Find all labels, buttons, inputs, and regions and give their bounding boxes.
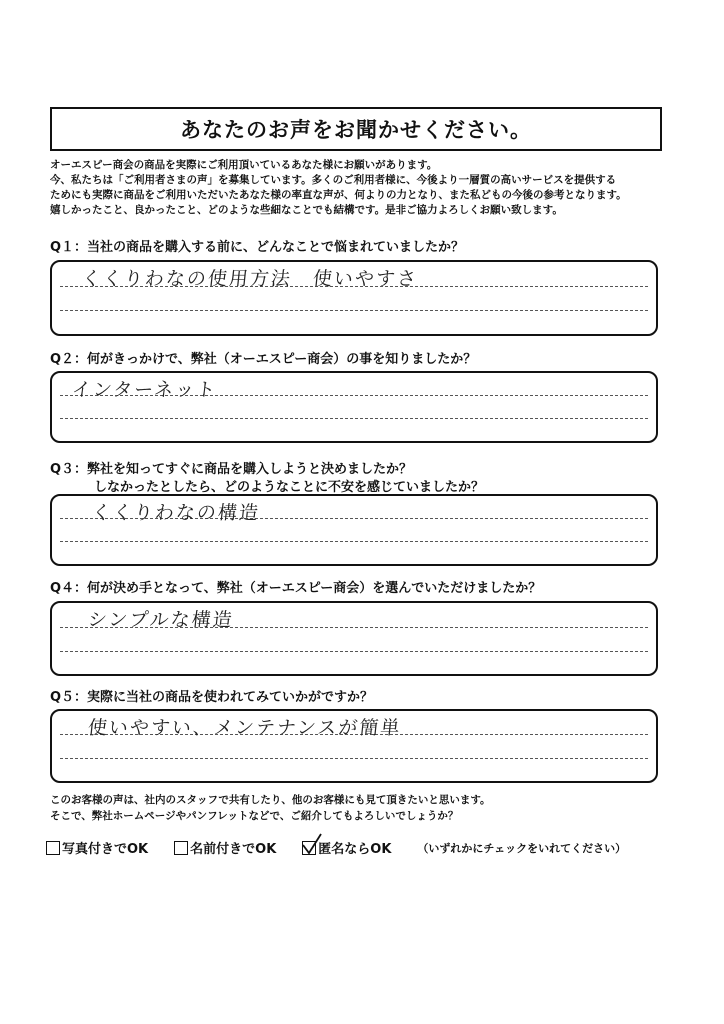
answer-box-4[interactable] (50, 601, 658, 676)
handwritten-answer-1: くくりわなの使用方法 使いやすさ (80, 268, 420, 290)
handwritten-answer-3: くくりわなの構造 (90, 502, 262, 524)
footer-line: このお客様の声は、社内のスタッフで共有したり、他のお客様にも見て頂きたいと思います。 (50, 794, 491, 806)
answer-box-1[interactable] (50, 260, 658, 336)
footer-text (50, 792, 490, 824)
answer-box-3[interactable] (50, 494, 658, 566)
option-photo-label: 写真付きでOK (62, 842, 149, 857)
page-title (50, 107, 662, 151)
option-photo[interactable] (46, 838, 148, 857)
question-3: Q３：弊社を知ってすぐに商品を購入しようと決めましたか？ (50, 462, 413, 477)
question-5: Q５：実際に当社の商品を使われてみていかがですか？ (50, 690, 374, 705)
intro-line: オーエスピー商会の商品を実際にご利用頂いているあなた様にお願いがあります。 (50, 159, 438, 171)
dotted-line (60, 541, 648, 542)
footer-line: そこで、弊社ホームページやパンフレットなどで、ご紹介してもよろしいでしょうか？ (50, 810, 459, 822)
handwritten-answer-4: シンプルな構造 (86, 609, 235, 631)
checkbox-name[interactable] (174, 841, 188, 855)
option-name-label: 名前付きでOK (190, 842, 277, 857)
handwritten-answer-5: 使いやすい、メンテナンスが簡単 (86, 717, 403, 739)
answer-box-5[interactable] (50, 709, 658, 783)
dotted-line (60, 651, 648, 652)
title-text: あなたのお声をお聞かせください。 (180, 118, 532, 142)
answer-box-2[interactable] (50, 371, 658, 443)
option-name[interactable] (174, 838, 276, 857)
option-anonymous-label: 匿名ならOK (318, 842, 392, 857)
question-2: Q２：何がきっかけで、弊社（オーエスピー商会）の事を知りましたか？ (50, 352, 477, 367)
option-anonymous[interactable] (302, 838, 391, 857)
checkbox-photo[interactable] (46, 841, 60, 855)
checkmark-icon (301, 832, 323, 856)
intro-line: ためにも実際に商品をご利用いただいたあなた様の率直な声が、何よりの力となり、また私どもの今後の参考となります。 (50, 189, 627, 201)
handwritten-answer-2: インターネット (70, 379, 219, 401)
checkbox-anonymous[interactable] (302, 841, 316, 855)
question-1: Q１：当社の商品を購入する前に、どんなことで悩まれていましたか？ (50, 240, 465, 255)
dotted-line (60, 310, 648, 311)
intro-line: 嬉しかったこと、良かったこと、どのような些細なことでも結構です。是非ご協力よろしくお願い致します。 (50, 204, 563, 216)
dotted-line (60, 758, 648, 759)
question-3-sub: しなかったとしたら、どのようなことに不安を感じていましたか？ (94, 480, 485, 495)
options-note: （いずれかにチェックをいれてください） (417, 841, 627, 855)
dotted-line (60, 418, 648, 419)
question-4: Q４：何が決め手となって、弊社（オーエスピー商会）を選んでいただけましたか？ (50, 581, 542, 596)
intro-line: 今、私たちは「ご利用者さまの声」を募集しています。多くのご利用者様に、今後より一層質の高いサービスを提供する (50, 174, 617, 186)
permission-options (46, 838, 626, 857)
intro-text (50, 158, 680, 218)
